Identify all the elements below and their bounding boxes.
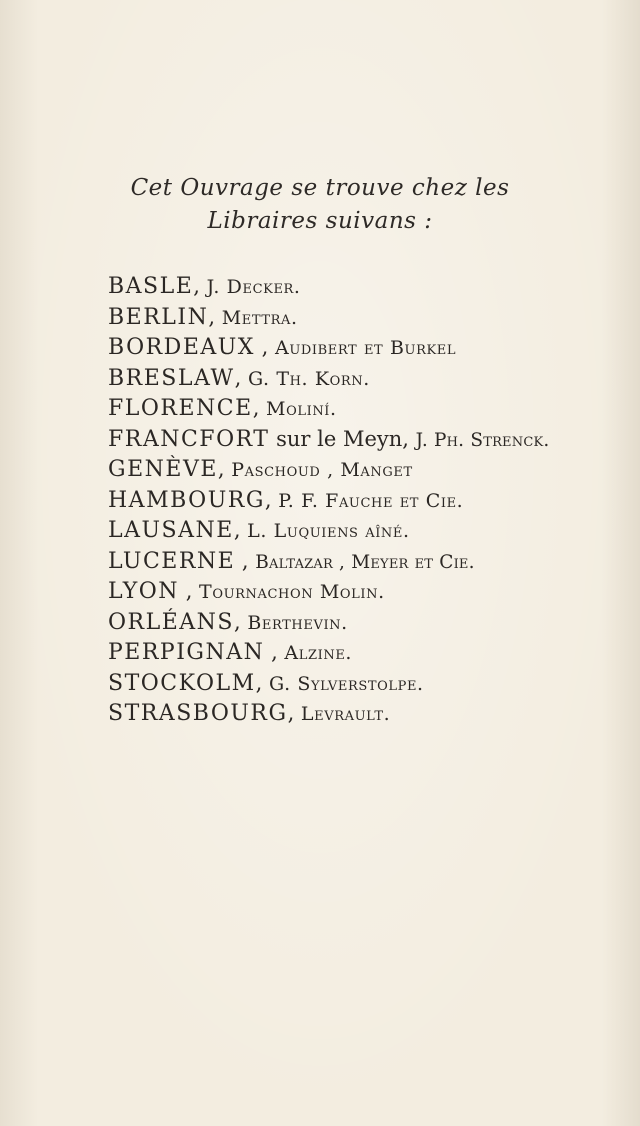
- separator: ,: [234, 365, 248, 390]
- separator: ,: [233, 609, 248, 634]
- list-item: [108, 272, 638, 300]
- bookseller-name: P. F. Fauche et Cie.: [278, 489, 464, 512]
- separator: ,: [255, 670, 269, 695]
- separator: ,: [217, 457, 232, 481]
- heading-line-2: Libraires suivans :: [207, 208, 433, 234]
- bookseller-name: J. Decker.: [206, 276, 301, 298]
- bookseller-name: L. Luquiens aîné.: [247, 520, 410, 542]
- list-item: [108, 547, 638, 575]
- bookseller-name: Mettra.: [221, 306, 298, 329]
- list-item: [108, 364, 638, 392]
- city-name: PERPIGNAN: [108, 640, 265, 665]
- list-item: [108, 669, 638, 697]
- list-item: [108, 608, 638, 636]
- separator: ,: [254, 335, 275, 359]
- bookseller-name: Tournachon Molin.: [199, 581, 385, 603]
- separator: ,: [208, 304, 222, 329]
- separator: ,: [287, 701, 301, 725]
- city-name: HAMBOURG: [108, 487, 265, 513]
- city-name: STOCKOLM: [108, 670, 256, 696]
- city-name: ORLÉANS: [108, 609, 234, 635]
- city-name: STRASBOURG: [108, 701, 288, 726]
- city-name: BASLE: [108, 274, 194, 299]
- heading-line-1: Cet Ouvrage se trouve chez les: [130, 175, 510, 201]
- bookseller-name: Paschoud , Manget: [231, 459, 413, 481]
- separator: ,: [233, 518, 248, 542]
- city-name: BRESLAW: [108, 365, 235, 391]
- city-name: BERLIN: [108, 304, 209, 330]
- bookseller-name: G. Sylverstolpe.: [269, 672, 424, 695]
- list-item: [108, 333, 638, 361]
- city-name: FLORENCE: [108, 396, 253, 421]
- bookseller-name: Berthevin.: [247, 611, 348, 634]
- city-name: LYON: [108, 579, 180, 604]
- list-item: [108, 425, 638, 453]
- bookseller-name: Alzine.: [284, 642, 353, 664]
- bookseller-name: Moliní.: [266, 398, 337, 420]
- list-item: [108, 577, 638, 605]
- list-item: [108, 638, 638, 666]
- list-item: [108, 455, 638, 483]
- separator: sur le Meyn,: [269, 426, 416, 451]
- bookseller-name: Baltazar , Meyer et Cie.: [255, 551, 475, 573]
- list-item: [108, 516, 638, 544]
- city-name: BORDEAUX: [108, 335, 255, 360]
- bookseller-name: Levrault.: [300, 703, 391, 725]
- separator: ,: [193, 274, 207, 298]
- city-name: FRANCFORT: [108, 426, 270, 452]
- city-name: LUCERNE: [108, 548, 236, 574]
- bookseller-name: J. Ph. Strenck.: [415, 429, 550, 451]
- city-name: LAUSANE: [108, 518, 234, 543]
- list-item: [108, 394, 638, 422]
- separator: ,: [252, 396, 267, 420]
- city-name: GENÈVE: [108, 457, 218, 482]
- separator: ,: [264, 487, 279, 512]
- bookseller-name: G. Th. Korn.: [247, 367, 370, 390]
- list-item: [108, 303, 638, 331]
- list-item: [108, 486, 638, 514]
- list-item: [108, 699, 638, 727]
- separator: ,: [235, 548, 256, 573]
- bookseller-name: Audibert et Burkel: [275, 337, 457, 359]
- separator: ,: [264, 640, 285, 664]
- bookseller-list: [108, 272, 638, 730]
- separator: ,: [179, 579, 200, 603]
